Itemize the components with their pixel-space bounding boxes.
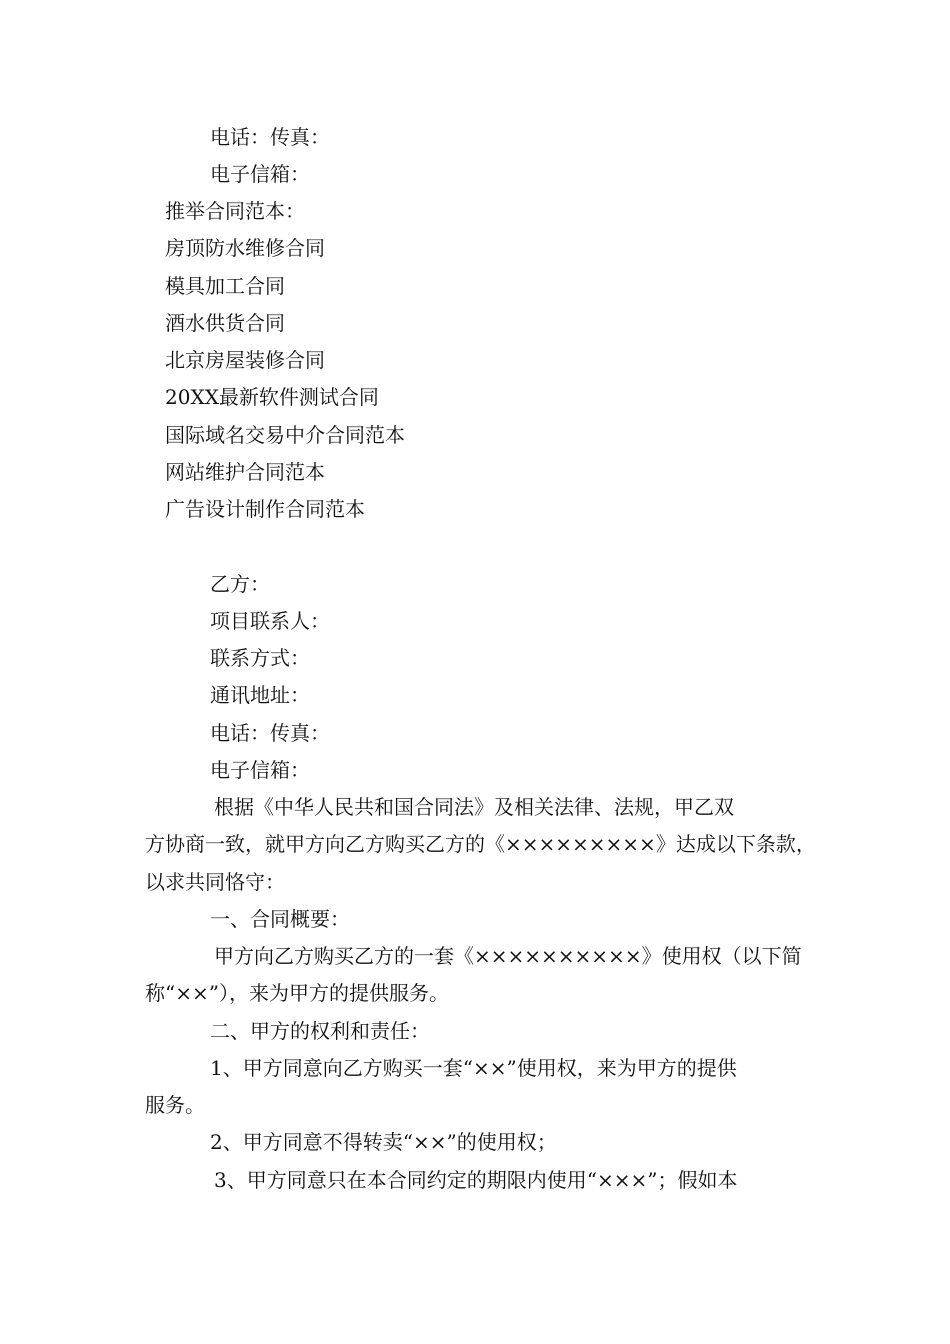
party-a-email: 电子信箱：: [210, 162, 310, 186]
clause2: 2、甲方同意不得转卖“××”的使用权；: [210, 1130, 557, 1154]
party-b-name: 乙方：: [210, 572, 270, 596]
clause3-line-1: 3、甲方同意只在本合同约定的期限内使用“×××”；假如本: [214, 1168, 738, 1192]
recommended-link-website-maintenance[interactable]: 网站维护合同范本: [165, 460, 325, 484]
recommended-link-beverage-supply[interactable]: 酒水供货合同: [165, 311, 285, 335]
party-b-phone-fax: 电话：传真：: [210, 721, 330, 745]
clause1-line-2: 服务。: [145, 1093, 205, 1117]
recommended-link-mold-processing[interactable]: 模具加工合同: [165, 274, 285, 298]
section1-para-line-2: 称“××”），来为甲方的提供服务。: [145, 981, 449, 1005]
party-b-address: 通讯地址：: [210, 683, 310, 707]
section1-title: 一、合同概要：: [210, 907, 350, 931]
recommended-heading: 推举合同范本：: [165, 199, 305, 223]
intro-line-2: 方协商一致，就甲方向乙方购买乙方的《×××××××××》达成以下条款，: [145, 832, 816, 856]
recommended-link-domain-trading[interactable]: 国际域名交易中介合同范本: [165, 423, 405, 447]
party-b-email: 电子信箱：: [210, 758, 310, 782]
recommended-link-software-testing[interactable]: 20XX最新软件测试合同: [165, 385, 379, 409]
section2-title: 二、甲方的权利和责任：: [210, 1019, 430, 1043]
party-b-contact-method: 联系方式：: [210, 646, 310, 670]
recommended-link-ad-design[interactable]: 广告设计制作合同范本: [165, 497, 365, 521]
recommended-link-roof-waterproof[interactable]: 房顶防水维修合同: [165, 236, 325, 260]
intro-line-3: 以求共同恪守：: [145, 870, 285, 894]
party-b-project-contact: 项目联系人：: [210, 609, 330, 633]
party-a-phone-fax: 电话：传真：: [210, 125, 330, 149]
clause1-line-1: 1、甲方同意向乙方购买一套“××”使用权，来为甲方的提供: [210, 1056, 737, 1080]
intro-line-1: 根据《中华人民共和国合同法》及相关法律、法规，甲乙双: [214, 795, 734, 819]
recommended-link-beijing-renovation[interactable]: 北京房屋装修合同: [165, 348, 325, 372]
section1-para-line-1: 甲方向乙方购买乙方的一套《××××××××××》使用权（以下简: [214, 944, 802, 968]
